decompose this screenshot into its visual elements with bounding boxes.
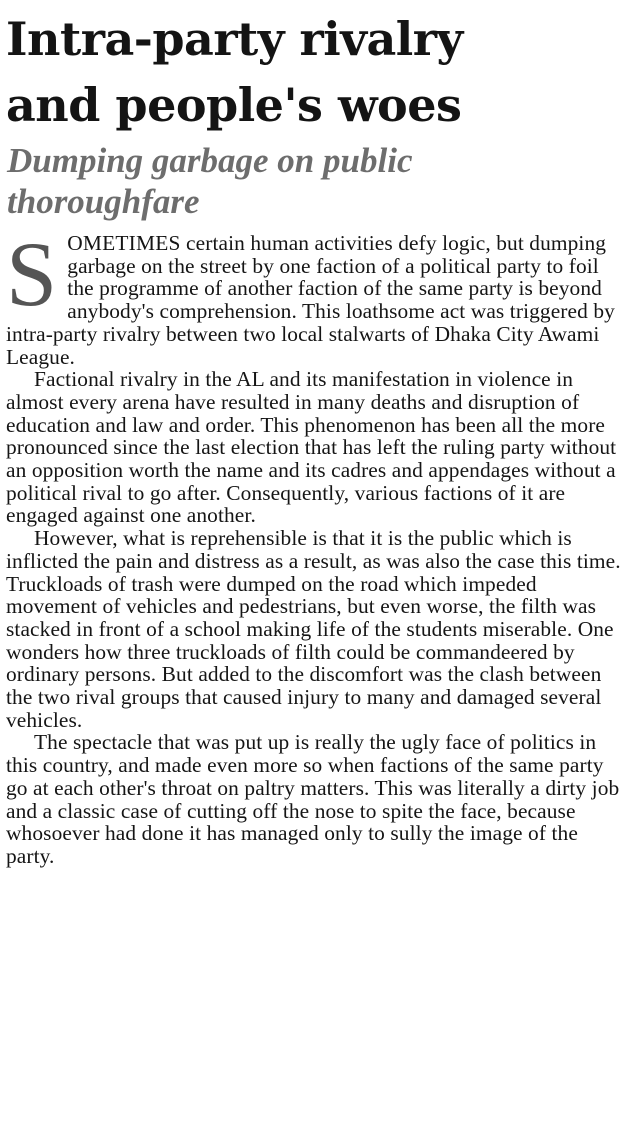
headline-line-2: and people's woes (6, 78, 462, 132)
first-word: OMETIMES (67, 231, 181, 255)
paragraph-1-text: certain human activities defy logic, but dumping garbage on the street by one faction of a political party to foil the programme of another faction of the same party is beyond anybody's comprehension. This loathsome act was triggered by intra-party rivalry between two local stalwarts of Dhaka City Awami League. (6, 231, 615, 369)
drop-cap: S (6, 223, 58, 325)
editorial-article (6, 0, 624, 868)
paragraph-1 (6, 223, 624, 369)
subheadline (6, 140, 624, 222)
headline (6, 0, 624, 138)
article-body (6, 223, 624, 868)
paragraph-3: However, what is reprehensible is that it is the public which is inflicted the pain and distress as a result, as was also the case this time. Truckloads of trash were dumped on the road which impeded movement of vehicles and pedestrians, but even worse, the filth was stacked in front of a school making life of the students miserable. One wonders how three truckloads of filth could be commandeered by ordinary persons. But added to the discomfort was the clash between the two rival groups that caused injury to many and damaged several vehicles. (6, 526, 621, 732)
subheadline-line-1: Dumping garbage on public (7, 141, 413, 180)
headline-line-1: Intra-party rivalry (6, 12, 463, 66)
subheadline-line-2: thoroughfare (7, 182, 200, 221)
paragraph-2: Factional rivalry in the AL and its manifestation in violence in almost every arena have resulted in many deaths and disruption of education and law and order. This phenomenon has been all the more pronounced since the last election that has left the ruling party without an opposition worth the name and its cadres and appendages without a political rival to go after. Consequently, various factions of it are engaged against one another. (6, 367, 617, 528)
paragraph-4: The spectacle that was put up is really the ugly face of politics in this country, and made even more so when factions of the same party go at each other's throat on paltry matters. This was literally a dirty job and a classic case of cutting off the nose to spite the face, because whosoever had done it has managed only to sully the image of the party. (6, 730, 620, 868)
